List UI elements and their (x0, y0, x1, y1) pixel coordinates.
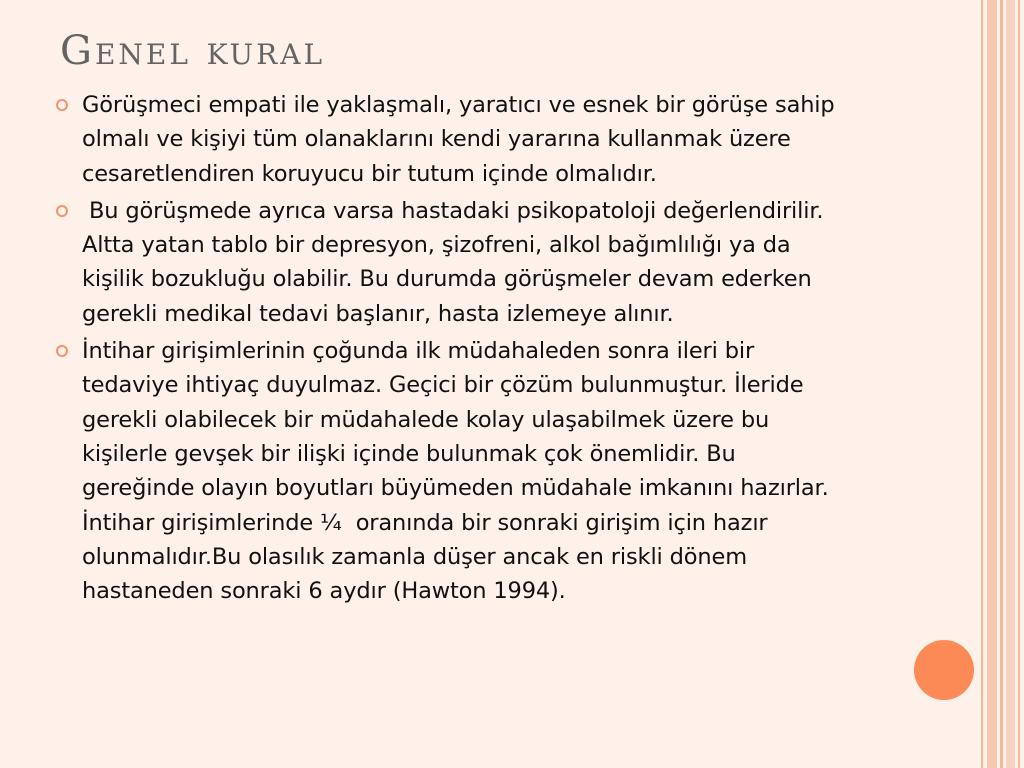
bullet-text (82, 334, 964, 608)
bullet-list (54, 88, 964, 611)
text-line: tedaviye ihtiyaç duyulmaz. Geçici bir çözüm bulunmuştur. İleride (82, 372, 804, 399)
text-line: gereğinde olayın boyutları büyümeden müdahale imkanını hazırlar. (82, 475, 829, 502)
bullet-text (82, 88, 964, 191)
text-line: gerekli medikal tedavi başlanır, hasta izlemeye alınır. (82, 300, 674, 327)
bullet-icon (56, 345, 68, 357)
decorative-stripe (1006, 0, 1015, 768)
decorative-stripe (1000, 0, 1003, 768)
text-line: İntihar girişimlerinin çoğunda ilk müdahaleden sonra ileri bir (82, 338, 755, 365)
text-line: İntihar girişimlerinde ¼ oranında bir sonraki girişim için hazır (82, 509, 768, 536)
decorative-stripe (987, 0, 997, 768)
text-line: Bu görüşmede ayrıca varsa hastadaki psikopatoloji değerlendirilir. (82, 197, 824, 224)
text-line: cesaretlendiren koruyucu bir tutum içinde olmalıdır. (82, 160, 657, 187)
text-line: hastaneden sonraki 6 aydır (Hawton 1994). (82, 578, 566, 605)
bullet-icon (56, 99, 68, 111)
bullet-item (54, 194, 964, 331)
bullet-item (54, 334, 964, 608)
text-line: gerekli olabilecek bir müdahalede kolay ulaşabilmek üzere bu (82, 406, 770, 433)
decorative-stripe (981, 0, 983, 768)
text-line: Altta yatan tablo bir depresyon, şizofreni, alkol bağımlılığı ya da (82, 232, 791, 259)
decorative-circle (914, 640, 974, 700)
bullet-text (82, 194, 964, 331)
text-line: olmalı ve kişiyi tüm olanaklarını kendi yararına kullanmak üzere (82, 126, 791, 153)
bullet-icon (56, 205, 68, 217)
text-line: olunmalıdır.Bu olasılık zamanla düşer ancak en riskli dönem (82, 543, 747, 570)
decorative-stripe (1018, 0, 1020, 768)
text-line: kişilik bozukluğu olabilir. Bu durumda görüşmeler devam ederken (82, 266, 812, 293)
slide-title: Genel kural (60, 28, 326, 74)
bullet-item (54, 88, 964, 191)
text-line: Görüşmeci empati ile yaklaşmalı, yaratıcı ve esnek bir görüşe sahip (82, 92, 835, 118)
text-line: kişilerle gevşek bir ilişki içinde bulunmak çok önemlidir. Bu (82, 440, 736, 467)
